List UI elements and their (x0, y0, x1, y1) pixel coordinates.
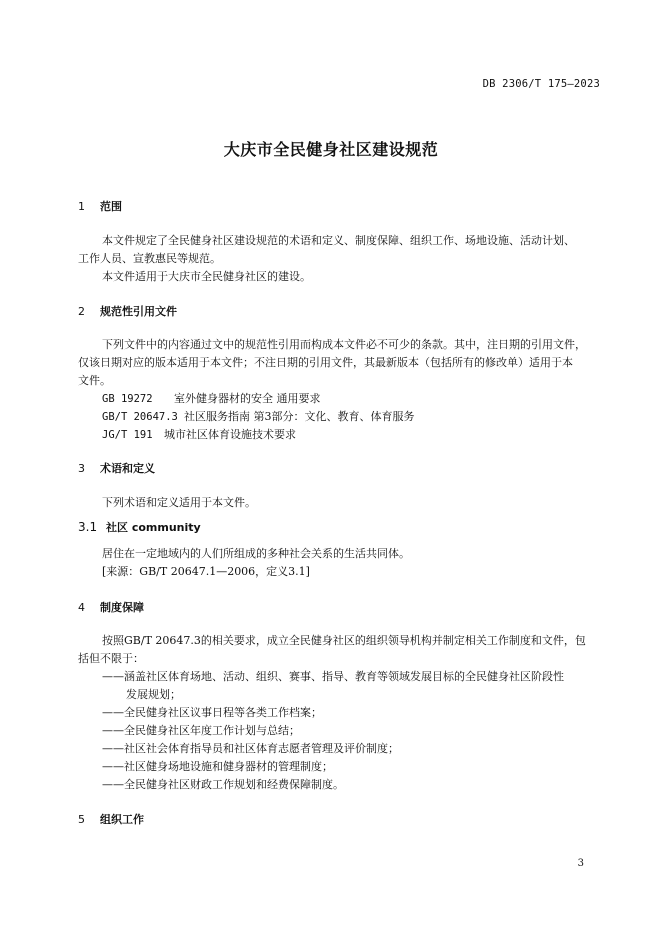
section-title: 组织工作 (100, 813, 144, 826)
paragraph-line: 下列术语和定义适用于本文件。 (102, 496, 256, 509)
reference-item (102, 408, 415, 424)
list-item: ——全民健身社区年度工作计划与总结； (102, 724, 300, 737)
term-heading (78, 519, 201, 535)
term-definition: 居住在一定地域内的人们所组成的多种社会关系的生活共同体。 (102, 547, 410, 560)
section-title: 规范性引用文件 (100, 305, 177, 318)
list-item: ——涵盖社区体育场地、活动、组织、赛事、指导、教育等领域发展目标的全民健身社区阶段性 (102, 670, 564, 683)
reference-code: JG/T 191 (102, 429, 153, 441)
section-title: 范围 (100, 200, 122, 213)
reference-title: 社区服务指南 第3部分：文化、教育、体育服务 (184, 410, 415, 423)
paragraph-line: 本文件规定了全民健身社区建设规范的术语和定义、制度保障、组织工作、场地设施、活动计划、 (102, 234, 575, 247)
list-item: ——全民健身社区议事日程等各类工作档案； (102, 706, 322, 719)
reference-code: GB 19272 (102, 393, 153, 405)
reference-title: 室外健身器材的安全 通用要求 (174, 392, 321, 405)
paragraph-line: 下列文件中的内容通过文中的规范性引用而构成本文件必不可少的条款。其中，注日期的引用文件， (102, 338, 586, 351)
list-item-continuation: 发展规划； (126, 688, 181, 701)
section-title: 术语和定义 (100, 462, 155, 475)
section-number: 2 (78, 305, 85, 318)
page-title: 大庆市全民健身社区建设规范 (223, 140, 439, 159)
section-number: 3 (78, 462, 85, 475)
paragraph-line: 仅该日期对应的版本适用于本文件；不注日期的引用文件，其最新版本（包括所有的修改单）适用于本 (78, 356, 573, 369)
list-item: ——社区健身场地设施和健身器材的管理制度； (102, 760, 333, 773)
reference-item (102, 390, 321, 406)
document-number: DB 2306/T 175—2023 (482, 78, 600, 90)
page-number: 3 (577, 858, 584, 869)
reference-code: GB/T 20647.3 (102, 411, 178, 423)
paragraph-line: 工作人员、宣教惠民等规范。 (78, 252, 221, 265)
section-heading-1 (78, 198, 122, 214)
reference-title: 城市社区体育设施技术要求 (164, 428, 296, 441)
term-number: 3.1 (78, 520, 98, 534)
section-number: 1 (78, 200, 85, 213)
section-heading-5 (78, 811, 144, 827)
section-title: 制度保障 (100, 601, 144, 614)
paragraph-line: 括但不限于： (78, 652, 144, 665)
section-number: 4 (78, 601, 85, 614)
section-heading-2 (78, 303, 177, 319)
paragraph-line: 本文件适用于大庆市全民健身社区的建设。 (102, 270, 311, 283)
section-number: 5 (78, 813, 85, 826)
list-item: ——全民健身社区财政工作规划和经费保障制度。 (102, 778, 344, 791)
term-label: 社区 community (106, 521, 201, 534)
paragraph-line: 按照GB/T 20647.3的相关要求，成立全民健身社区的组织领导机构并制定相关工作制度和文件，包 (102, 634, 586, 647)
section-heading-3 (78, 460, 155, 476)
term-source: [来源：GB/T 20647.1—2006，定义3.1] (102, 565, 310, 578)
reference-item (102, 426, 296, 442)
paragraph-line: 文件。 (78, 374, 111, 387)
section-heading-4 (78, 599, 144, 615)
list-item: ——社区社会体育指导员和社区体育志愿者管理及评价制度； (102, 742, 399, 755)
